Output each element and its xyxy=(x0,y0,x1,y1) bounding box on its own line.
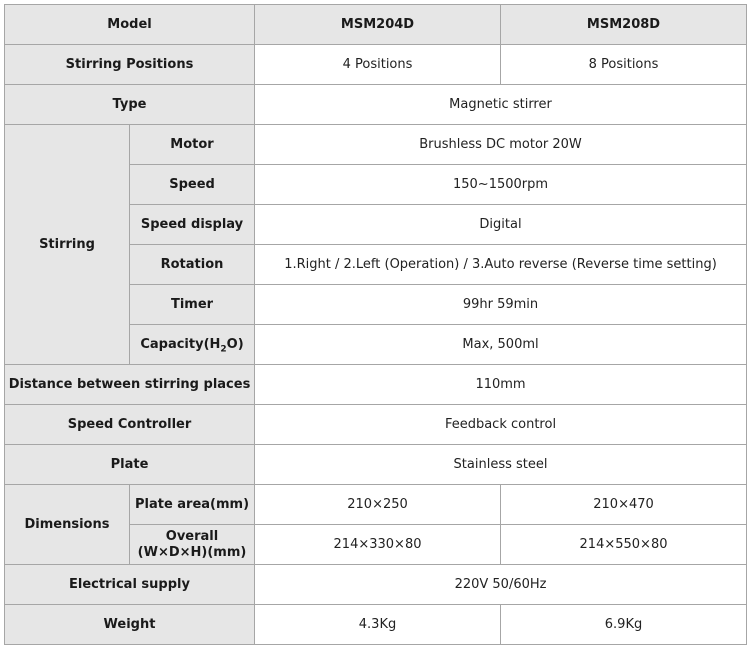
positions-value-1: 4 Positions xyxy=(255,45,501,85)
table-row-weight xyxy=(5,605,747,645)
overall-value-1: 214×330×80 xyxy=(255,525,501,565)
table-row-plate-area xyxy=(5,485,747,525)
table-row-motor xyxy=(5,125,747,165)
table-row-controller xyxy=(5,405,747,445)
motor-label: Motor xyxy=(130,125,255,165)
electrical-label: Electrical supply xyxy=(5,565,255,605)
speed-value: 150~1500rpm xyxy=(255,165,747,205)
stirring-group-label: Stirring xyxy=(5,125,130,365)
positions-label: Stirring Positions xyxy=(5,45,255,85)
weight-value-1: 4.3Kg xyxy=(255,605,501,645)
capacity-label-subscript: 2 xyxy=(220,344,227,355)
controller-label: Speed Controller xyxy=(5,405,255,445)
capacity-label xyxy=(130,325,255,365)
capacity-label-prefix: Capacity(H xyxy=(140,336,221,352)
model-msm204d: MSM204D xyxy=(255,5,501,45)
weight-value-2: 6.9Kg xyxy=(501,605,747,645)
distance-label: Distance between stirring places xyxy=(5,365,255,405)
table-row-distance xyxy=(5,365,747,405)
controller-value: Feedback control xyxy=(255,405,747,445)
positions-value-2: 8 Positions xyxy=(501,45,747,85)
electrical-value: 220V 50/60Hz xyxy=(255,565,747,605)
model-label: Model xyxy=(5,5,255,45)
table-row-model xyxy=(5,5,747,45)
distance-value: 110mm xyxy=(255,365,747,405)
capacity-value: Max, 500ml xyxy=(255,325,747,365)
table-row-type xyxy=(5,85,747,125)
plate-area-value-1: 210×250 xyxy=(255,485,501,525)
speed-display-value: Digital xyxy=(255,205,747,245)
overall-label-line1: Overall xyxy=(165,528,219,544)
plate-area-label: Plate area(mm) xyxy=(130,485,255,525)
capacity-label-suffix: O) xyxy=(226,336,244,352)
speed-label: Speed xyxy=(130,165,255,205)
plate-area-value-2: 210×470 xyxy=(501,485,747,525)
timer-value: 99hr 59min xyxy=(255,285,747,325)
spec-table xyxy=(4,4,747,645)
dimensions-group-label: Dimensions xyxy=(5,485,130,565)
overall-label-line2: (W×D×H)(mm) xyxy=(137,544,247,560)
motor-value: Brushless DC motor 20W xyxy=(255,125,747,165)
type-value: Magnetic stirrer xyxy=(255,85,747,125)
rotation-label: Rotation xyxy=(130,245,255,285)
plate-label: Plate xyxy=(5,445,255,485)
overall-value-2: 214×550×80 xyxy=(501,525,747,565)
rotation-value: 1.Right / 2.Left (Operation) / 3.Auto reverse (Reverse time setting) xyxy=(255,245,747,285)
timer-label: Timer xyxy=(130,285,255,325)
type-label: Type xyxy=(5,85,255,125)
weight-label: Weight xyxy=(5,605,255,645)
table-row-positions xyxy=(5,45,747,85)
table-row-plate xyxy=(5,445,747,485)
model-msm208d: MSM208D xyxy=(501,5,747,45)
plate-value: Stainless steel xyxy=(255,445,747,485)
table-row-electrical xyxy=(5,565,747,605)
speed-display-label: Speed display xyxy=(130,205,255,245)
overall-label xyxy=(130,525,255,565)
